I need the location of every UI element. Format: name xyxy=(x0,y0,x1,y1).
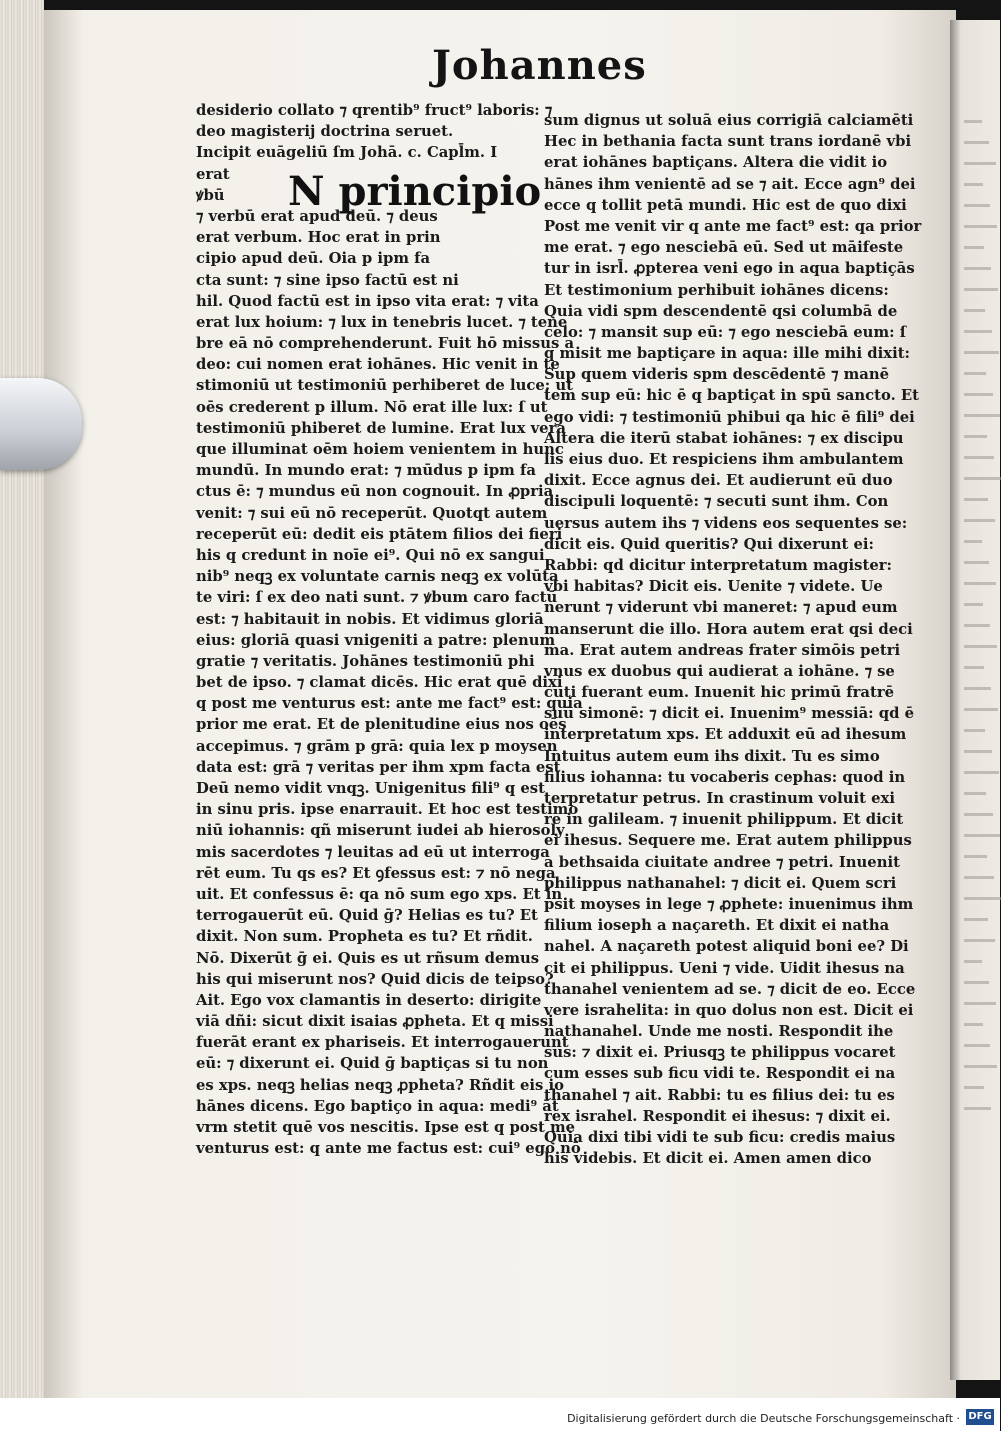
facing-page-text-line xyxy=(964,834,1000,837)
text-line: erat iohānes baptiçans. Altera die vidit io xyxy=(544,154,888,172)
facing-page-text-line xyxy=(964,855,987,858)
text-line: dixit. Ecce agnus dei. Et audierunt eū duo xyxy=(544,472,893,490)
text-line: Rabbi: qd dicitur interpretatum magister: xyxy=(544,556,892,574)
facing-page-text-line xyxy=(964,1107,991,1110)
text-line: his qui miserunt nos? Quid dicis de teipso? xyxy=(196,970,554,988)
text-line: uersus autem ihs ⁊ videns eos sequentes se: xyxy=(544,514,908,532)
facing-page-text-line xyxy=(964,960,982,963)
text-line: erat lux hoium: ⁊ lux in tenebris lucet. ⁊ tene xyxy=(196,313,568,331)
text-line: cipio apud deū. Oia p ipm fa xyxy=(196,250,431,268)
text-line: Quia vidi spm descendentē qsi columbā de xyxy=(544,302,898,320)
text-line: thanahel ⁊ ait. Rabbi: tu es filius dei: tu es xyxy=(544,1086,895,1104)
text-line: ei ihesus. Sequere me. Erat autem philippus xyxy=(544,832,912,850)
text-line: venit: ⁊ sui eū nō receperūt. Quotqt autem xyxy=(196,504,548,522)
text-line: filium ioseph a naçareth. Et dixit ei natha xyxy=(544,917,890,935)
left-text-column xyxy=(196,100,583,1159)
text-line: viā dñi: sicut dixit isaias ꝓpheta. Et q missi xyxy=(196,1013,554,1031)
book-clamp xyxy=(0,378,82,470)
text-line: thanahel venientem ad se. ⁊ dicit de eo. Ecce xyxy=(544,980,916,998)
text-line: deo magisterij doctrina seruet. xyxy=(196,123,454,141)
text-line: tem sup eū: hic ē q baptiçat in spū sancto. Et xyxy=(544,387,920,405)
text-line: his q credunt in noīe ei⁹. Qui nō ex sangui xyxy=(196,546,545,564)
facing-page-text-line xyxy=(964,939,995,942)
text-line: ma. Erat autem andreas frater simōis petri xyxy=(544,641,901,659)
text-line: his videbis. Et dicit ei. Amen amen dico xyxy=(544,1150,872,1168)
facing-page-text-line xyxy=(964,456,994,459)
facing-page-text-line xyxy=(964,183,983,186)
facing-page-text-line xyxy=(964,876,994,879)
text-line: terpretatur petrus. In crastinum voluit exi xyxy=(544,790,895,807)
facing-page-text-line xyxy=(964,645,997,648)
text-line: manserunt die illo. Hora autem erat qsi deci xyxy=(544,620,913,638)
facing-page-text-line xyxy=(964,813,993,816)
facing-page-text-line xyxy=(964,666,984,669)
facing-page-text-line xyxy=(964,1086,984,1089)
text-line: deo: cui nomen erat iohānes. Hic venit in te xyxy=(196,356,560,374)
text-line: filius iohanna: tu vocaberis cephas: quod in xyxy=(544,768,906,786)
facing-page-text-line xyxy=(964,267,991,270)
text-line: Incipit euāgeliū ſm Johā. c. Capl̄m. I xyxy=(196,144,498,162)
facing-page-text-line xyxy=(964,435,987,438)
facing-page-text-line xyxy=(964,624,990,627)
dfg-logo: DFG xyxy=(966,1409,994,1425)
text-line: rēt eum. Tu qs es? Et ꝯfessus est: ⁊ nō nega xyxy=(196,864,556,882)
facing-page-text-line xyxy=(964,1065,997,1068)
text-line: psit moyses in lege ⁊ ꝓphete: inuenimus ihm xyxy=(544,895,914,913)
text-line: gratie ⁊ veritatis. Johānes testimoniū phi xyxy=(196,652,535,670)
text-line: vnus ex duobus qui audierat a iohāne. ⁊ se xyxy=(544,662,895,680)
text-line: re in galileam. ⁊ inuenit philippum. Et dicit xyxy=(544,811,904,829)
facing-page-text-line xyxy=(964,498,988,501)
text-line: Et testimonium perhibuit iohānes dicens: xyxy=(544,281,889,299)
text-line: q post me venturus est: ante me fact⁹ est: quia xyxy=(196,695,583,713)
facing-page-text-line xyxy=(964,1044,990,1047)
text-line: nathanahel. Unde me nosti. Respondit ihe xyxy=(544,1023,894,1041)
text-line: nib⁹ neqꝫ ex voluntate carnis neqꝫ ex volūta xyxy=(196,568,559,586)
text-line: Sup quem videris spm descēdentē ⁊ manē xyxy=(544,366,889,384)
text-line: hānes ihm venientē ad se ⁊ ait. Ecce agn⁹ dei xyxy=(544,175,916,193)
text-line: celo: ⁊ mansit sup eū: ⁊ ego nesciebā eum: ſ xyxy=(544,323,907,341)
text-line: Quia dixi tibi vidi te sub ficu: credis maius xyxy=(544,1129,896,1146)
text-line: mis sacerdotes ⁊ leuitas ad eū ut interroga xyxy=(196,843,550,861)
facing-page-text-line xyxy=(964,1023,983,1026)
right-text-column xyxy=(544,110,922,1169)
facing-page-text-line xyxy=(964,330,992,333)
facing-page-text-line xyxy=(964,393,993,396)
text-line: uit. Et confessus ē: qa nō sum ego xps. Et in xyxy=(196,885,563,903)
text-line: venturus est: q ante me factus est: cui⁹ ego nō xyxy=(196,1140,581,1158)
facing-page-text-line xyxy=(964,309,985,312)
facing-page-text-line xyxy=(964,771,999,774)
text-line: terrogauerūt eū. Quid ḡ? Helias es tu? Et xyxy=(196,907,538,925)
text-line: eius: gloriā quasi vnigeniti a patre: plenum xyxy=(196,631,556,649)
text-line: Nō. Dixerūt ḡ ei. Quis es ut rñsum demus xyxy=(196,949,540,967)
text-line: Post me venit vir q ante me fact⁹ est: qa prior xyxy=(544,217,922,235)
text-line: Intuitus autem eum ihs dixit. Tu es simo xyxy=(544,747,880,765)
text-line: eū: ⁊ dixerunt ei. Quid ḡ baptiças si tu non xyxy=(196,1055,549,1073)
text-line: cta sunt: ⁊ sine ipso factū est ni xyxy=(196,271,459,289)
text-line: nerunt ⁊ viderunt vbi maneret: ⁊ apud eum xyxy=(544,599,898,617)
facing-page-text-line xyxy=(964,582,996,585)
facing-page-text-line xyxy=(964,120,982,123)
text-line: interpretatum xps. Et adduxit eū ad ihesum xyxy=(544,726,907,744)
text-line: suū simonē: ⁊ dicit ei. Inuenim⁹ messiā: qd ē xyxy=(544,705,915,723)
text-line: Altera die iterū stabat iohānes: ⁊ ex discipu xyxy=(544,429,904,447)
text-line: es xps. neqꝫ helias neqꝫ ꝓpheta? Rñdit eis io xyxy=(196,1076,564,1094)
text-line: prior me erat. Et de plenitudine eius nos oēs xyxy=(196,716,567,734)
facing-page-text-line xyxy=(964,414,1000,417)
text-line: mundū. In mundo erat: ⁊ mūdus p ipm fa xyxy=(196,462,536,480)
text-line: dicit eis. Quid queritis? Qui dixerunt ei: xyxy=(544,535,874,553)
text-line: bet de ipso. ⁊ clamat dicēs. Hic erat quē dixi xyxy=(196,674,563,692)
text-line: vbi habitas? Dicit eis. Uenite ⁊ videte. Ue xyxy=(544,578,883,596)
text-line: nahel. A naçareth potest aliquid boni ee? Di xyxy=(544,938,909,956)
text-line: Hec in bethania facta sunt trans iordanē vbi xyxy=(544,133,912,151)
facing-page-text-line xyxy=(964,750,992,753)
text-line: tur in isrl̄. ꝓpterea veni ego in aqua baptiçās xyxy=(544,260,915,278)
text-line: data est: grā ⁊ veritas per ihm xpm facta est xyxy=(196,758,561,776)
book-page-edges xyxy=(0,0,44,1398)
facing-page-text-line xyxy=(964,162,996,165)
text-line: cum esses sub ficu vidi te. Respondit ei na xyxy=(544,1065,896,1083)
text-line: vere israhelita: in quo dolus non est. Dicit ei xyxy=(544,1001,914,1019)
facing-page-text-line xyxy=(964,477,1001,480)
facing-page-text-line xyxy=(964,246,984,249)
text-line: Deū nemo vidit vnqꝫ. Unigenitus fili⁹ q est xyxy=(196,780,545,797)
text-line: hil. Quod factū est in ipso vita erat: ⁊ vita xyxy=(196,292,539,310)
text-line: erat verbum. Hoc erat in prin xyxy=(196,229,441,247)
text-line: q misit me baptiçare in aqua: ille mihi dixit: xyxy=(544,345,910,363)
facing-page-text-line xyxy=(964,351,999,354)
text-line: cit ei philippus. Ueni ⁊ vide. Uidit ihesus na xyxy=(544,959,905,977)
text-line: hānes dicens. Ego baptiço in aqua: medi⁹ āt xyxy=(196,1097,559,1115)
facing-page-text-line xyxy=(964,561,989,564)
facing-page-text-line xyxy=(964,204,990,207)
text-line: te viri: ſ ex deo nati sunt. ⁊ ꝟbum caro factū xyxy=(196,589,558,607)
facing-page-text-line xyxy=(964,792,986,795)
text-line: cuti fuerant eum. Inuenit hic primū fratrē xyxy=(544,684,895,702)
facing-page-text-line xyxy=(964,897,1001,900)
facing-page-text-line xyxy=(964,141,989,144)
facing-page-text-line xyxy=(964,687,991,690)
text-line: ⁊ verbū erat apud deū. ⁊ deus xyxy=(196,207,438,225)
facing-page-text-line xyxy=(964,918,988,921)
facing-page-text-line xyxy=(964,540,982,543)
text-line: dixit. Non sum. Propheta es tu? Et rñdit. xyxy=(196,928,533,946)
facing-page-text-line xyxy=(964,372,986,375)
text-line: sum dignus ut soluā eius corrigiā calciamēti xyxy=(544,112,914,129)
text-line: ꝟbū xyxy=(196,186,225,204)
text-line: que illuminat oēm hoiem venientem in hunc xyxy=(196,441,564,458)
text-line: lis eius duo. Et respiciens ihm ambulantem xyxy=(544,451,904,468)
facing-page-edge xyxy=(950,20,1000,1380)
text-line: a bethsaida ciuitate andree ⁊ petri. Inuenit xyxy=(544,853,900,871)
text-line: sus: ⁊ dixit ei. Priusqꝫ te philippus vocaret xyxy=(544,1044,896,1062)
text-line: rex israhel. Respondit ei ihesus: ⁊ dixit ei. xyxy=(544,1107,891,1125)
text-line: philippus nathanahel: ⁊ dicit ei. Quem scri xyxy=(544,874,897,892)
text-line: receperūt eū: dedit eis ptātem filios dei fieri xyxy=(196,525,563,543)
funding-notice: Digitalisierung gefördert durch die Deutsche Forschungsgemeinschaft · xyxy=(567,1412,960,1425)
text-line: niū iohannis: qñ miserunt iudei ab hierosoly xyxy=(196,822,565,840)
text-line: desiderio collato ⁊ qrentib⁹ fruct⁹ laboris: ⁊ xyxy=(196,102,553,119)
text-line: est: ⁊ habitauit in nobis. Et vidimus gloriā xyxy=(196,610,544,628)
facing-page-text-line xyxy=(964,981,989,984)
text-line: accepimus. ⁊ grām p grā: quia lex p moysen xyxy=(196,737,558,755)
facing-page-text-line xyxy=(964,729,985,732)
text-line: erat xyxy=(196,165,230,183)
facing-page-text-line xyxy=(964,708,998,711)
text-line: Ait. Ego vox clamantis in deserto: dirigite xyxy=(196,991,542,1009)
facing-page-text-line xyxy=(964,288,998,291)
text-line: vrm stetit quē vos nescitis. Ipse est q post me xyxy=(196,1119,576,1136)
running-head-title: Johannes xyxy=(432,42,647,89)
text-line: me erat. ⁊ ego nesciebā eū. Sed ut māifeste xyxy=(544,239,904,257)
text-line: bre eā nō comprehenderunt. Fuit hō missus a xyxy=(196,335,575,353)
text-line: ecce q tollit petā mundi. Hic est de quo dixi xyxy=(544,196,907,214)
facing-page-text-line xyxy=(964,225,997,228)
facing-page-text-line xyxy=(964,603,983,606)
text-line: testimoniū phiberet de lumine. Erat lux vera xyxy=(196,419,566,437)
text-line: oēs crederent p illum. Nō erat ille lux: ſ ut xyxy=(196,398,548,416)
text-line: ego vidi: ⁊ testimoniū phibui qa hic ē fili⁹ dei xyxy=(544,408,915,426)
decorated-initial: N principio xyxy=(288,168,542,215)
text-line: discipuli loquentē: ⁊ secuti sunt ihm. Con xyxy=(544,493,889,511)
text-line: ctus ē: ⁊ mundus eū non cognouit. In ꝓpria xyxy=(196,483,554,501)
text-line: stimoniū ut testimoniū perhiberet de luce: ut xyxy=(196,377,574,395)
facing-page-text-line xyxy=(964,1002,996,1005)
text-line: in sinu pris. ipse enarrauit. Et hoc est testimo xyxy=(196,801,579,819)
facing-page-text-line xyxy=(964,519,995,522)
text-line: fuerāt erant ex phariseis. Et interrogauerunt xyxy=(196,1034,569,1052)
